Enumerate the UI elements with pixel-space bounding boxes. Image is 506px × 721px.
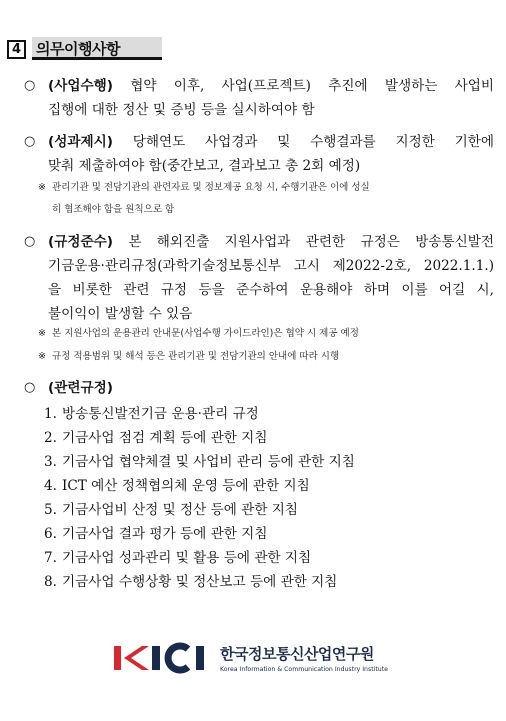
bullet-icon: ○ <box>24 78 36 93</box>
section-header <box>7 37 162 61</box>
section-number: 4 <box>7 40 26 59</box>
regulation-item: 2. 기금사업 점검 계획 등에 관한 지침 <box>44 430 268 446</box>
note-mark: ※ <box>38 182 46 193</box>
regulation-item: 3. 기금사업 협약체결 및 사업비 관리 등에 관한 지침 <box>44 454 355 470</box>
regulation-item: 8. 기금사업 수행상황 및 정산보고 등에 관한 지침 <box>44 574 338 590</box>
note-mark: ※ <box>38 328 46 339</box>
logo-name-english: Korea Information & Communication Industry Institute <box>220 666 388 673</box>
item-tag: (관련규정) <box>48 380 113 396</box>
regulation-item: 5. 기금사업비 산정 및 정산 등에 관한 지침 <box>44 502 299 518</box>
bullet-icon: ○ <box>24 380 36 395</box>
item-compliance <box>24 230 494 326</box>
bullet-icon: ○ <box>24 234 36 249</box>
item-line: 기금운용·관리규정(과학기술정보통신부 고시 제2022-2호, 2022.1.1.) <box>48 258 494 274</box>
kici-logo <box>112 640 388 676</box>
bullet-icon: ○ <box>24 134 36 149</box>
note-cooperation: ※ 관리기관 및 전담기관의 관련자료 및 정보제공 요청 시, 수행기관은 이에 성실 히 협조해야 함을 원칙으로 함 <box>38 177 494 221</box>
kici-logo-mark-icon <box>112 640 212 676</box>
logo-name-korean: 한국정보통신산업연구원 <box>220 645 374 663</box>
item-line: (규정준수) 본 해외진출 지원사업과 관련한 규정은 방송통신발전 <box>48 234 494 250</box>
regulation-item: 1. 방송통신발전기금 운용·관리 규정 <box>44 406 259 422</box>
regulation-item: 4. ICT 예산 정책협의체 운영 등에 관한 지침 <box>44 478 310 494</box>
regulation-item: 6. 기금사업 결과 평가 등에 관한 지침 <box>44 526 268 542</box>
item-line: (사업수행) 협약 이후, 사업(프로젝트) 추진에 발생하는 사업비 <box>48 78 494 94</box>
item-business-execution <box>24 74 494 122</box>
item-performance <box>24 130 494 178</box>
item-line: 불이익이 발생할 수 있음 <box>48 306 193 322</box>
note-interpretation: ※ 규정 적용범위 및 해석 등은 관리기관 및 전담기관의 안내에 따라 시행 <box>38 346 494 368</box>
note-guideline: ※ 본 지원사업의 운용관리 안내문(사업수행 가이드라인)은 협약 시 제공 예정 <box>38 323 494 345</box>
item-regulations <box>24 376 494 400</box>
regulation-list <box>44 402 355 594</box>
item-line: 맞춰 제출하여야 함(중간보고, 결과보고 총 2회 예정) <box>48 158 361 174</box>
item-tag: (사업수행) <box>48 78 113 94</box>
item-tag: (성과제시) <box>48 134 113 150</box>
item-line: 집행에 대한 정산 및 증빙 등을 실시하여야 함 <box>48 102 315 118</box>
item-line: (성과제시) 당해연도 사업경과 및 수행결과를 지정한 기한에 <box>48 134 494 150</box>
item-line: 을 비롯한 관련 규정 등을 준수하여 운용해야 하며 이를 어길 시, <box>48 282 494 298</box>
regulation-item: 7. 기금사업 성과관리 및 활용 등에 관한 지침 <box>44 550 312 566</box>
item-tag: (규정준수) <box>48 234 113 250</box>
note-line: 히 협조해야 함을 원칙으로 함 <box>52 204 175 215</box>
section-title: 의무이행사항 <box>36 40 120 58</box>
note-mark: ※ <box>38 351 46 362</box>
section-title-box <box>32 37 162 61</box>
